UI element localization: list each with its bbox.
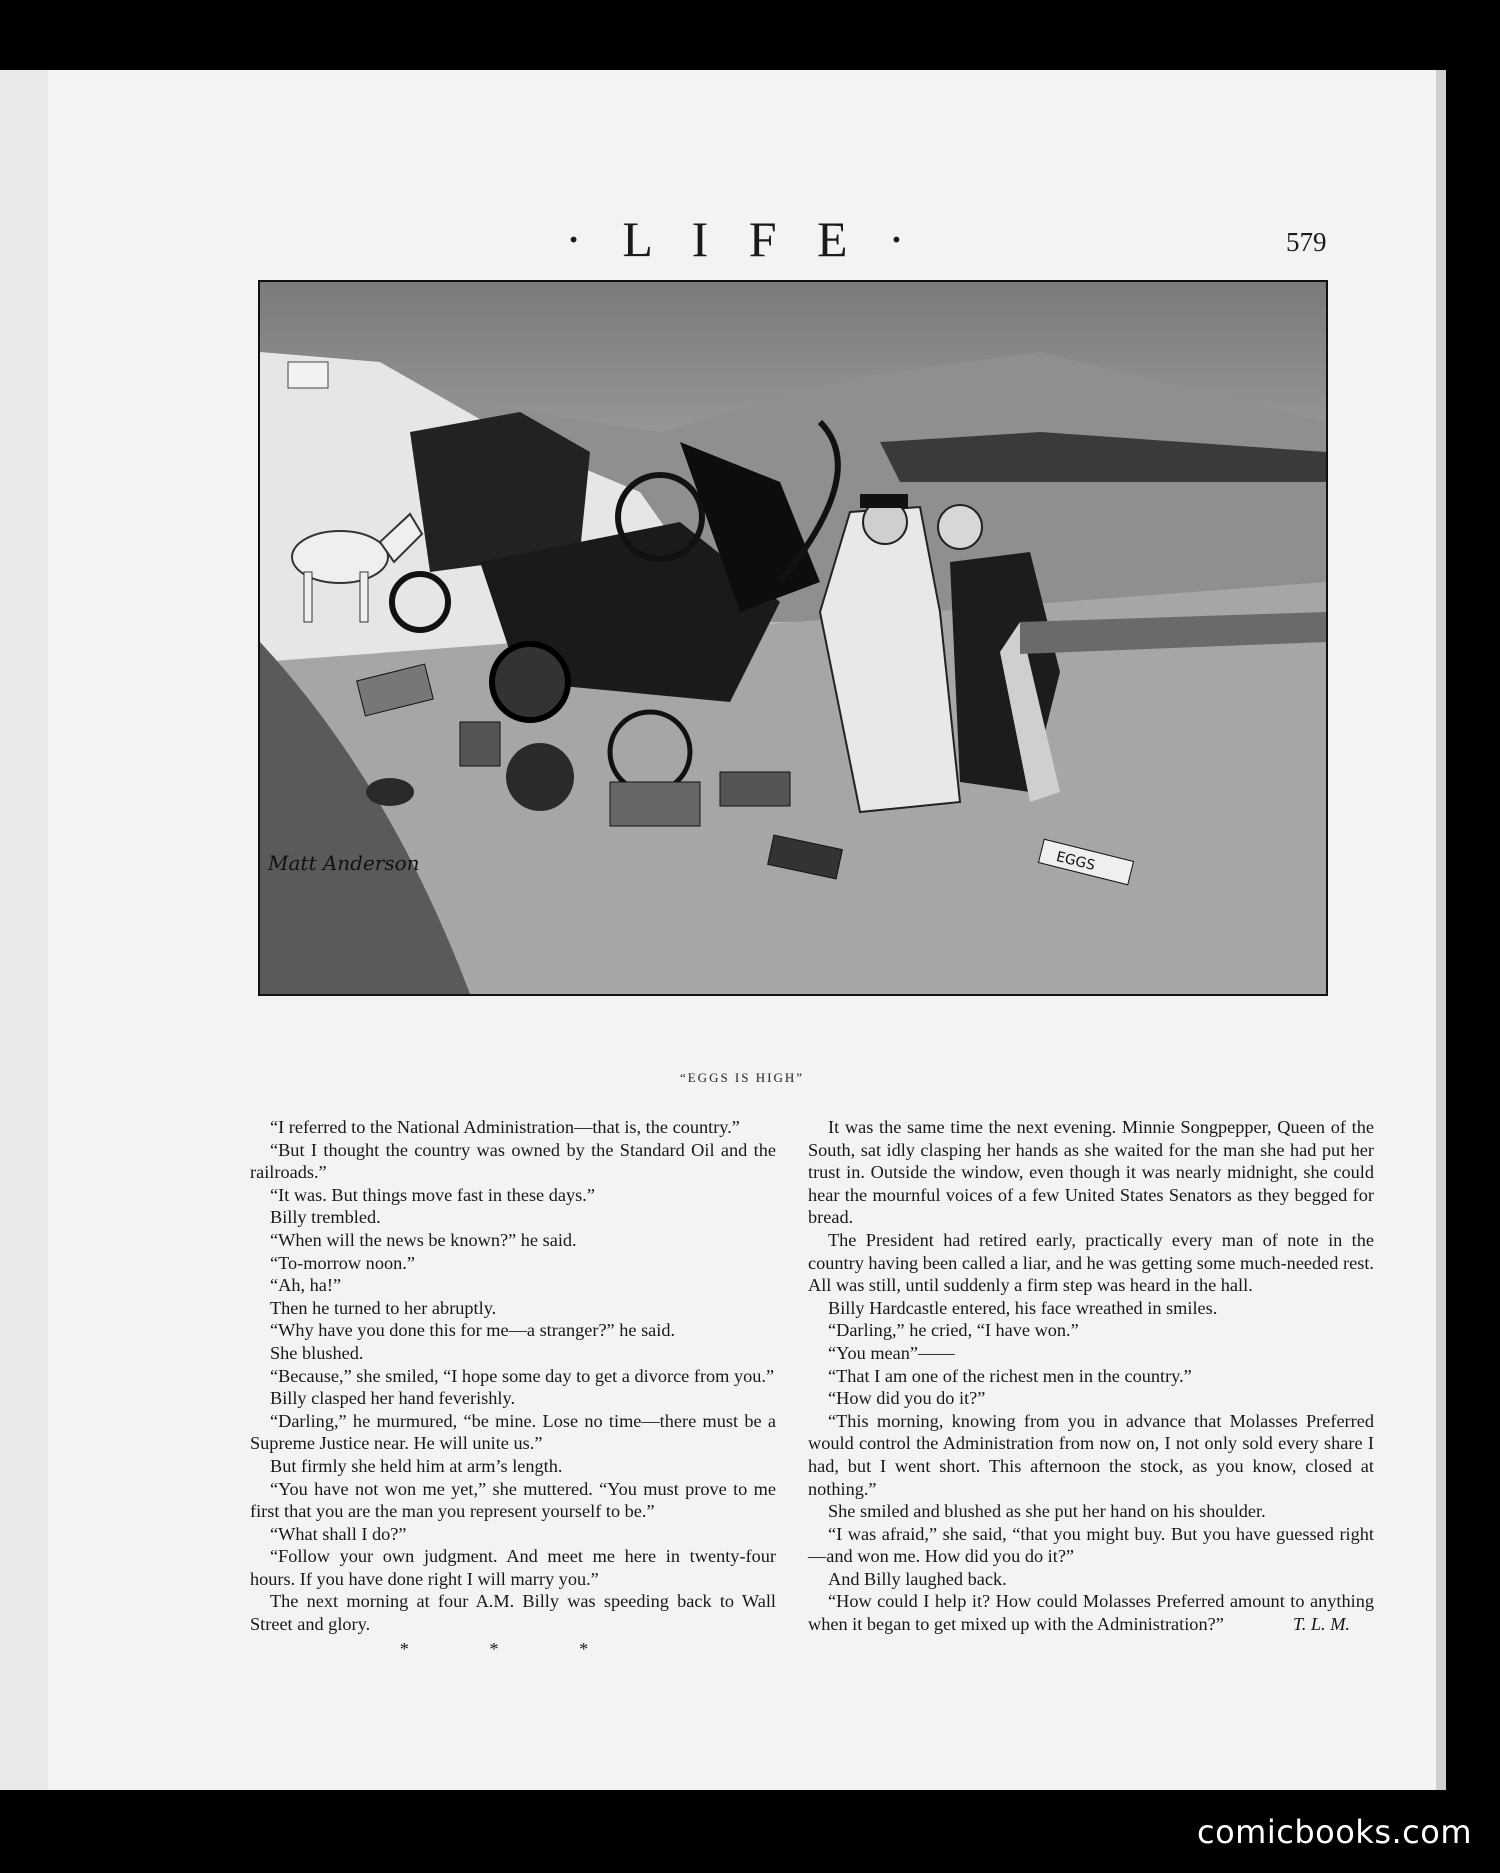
paragraph: Then he turned to her abruptly.: [270, 1297, 497, 1318]
paragraph: [808, 1590, 1374, 1635]
paragraph: “Darling,” he cried, “I have won.”: [828, 1320, 1079, 1341]
paragraph-text: “How could I help it? How could Molasses Preferred amount to anything when it began to get mixed up with the Administration?”: [808, 1591, 1374, 1635]
paragraph: “Follow your own judgment. And meet me here in twenty-four hours. If you have done right I will marry you.”: [250, 1546, 776, 1589]
paragraph: “What shall I do?”: [270, 1523, 407, 1544]
paragraph: “To-morrow noon.”: [270, 1252, 415, 1273]
paragraph: Billy Hardcastle entered, his face wreathed in smiles.: [828, 1297, 1218, 1318]
paragraph: “It was. But things move fast in these days.”: [270, 1184, 595, 1205]
article-right-column: [808, 1116, 1374, 1636]
article-left-column: [250, 1116, 776, 1660]
watermark: comicbooks.com: [1196, 1813, 1472, 1851]
paragraph: “But I thought the country was owned by the Standard Oil and the railroads.”: [250, 1139, 776, 1183]
distant-house: [288, 362, 328, 388]
magazine-page: [48, 70, 1436, 1790]
cartoon-drawing: [260, 282, 1326, 994]
artist-signature: Matt Anderson: [268, 851, 420, 875]
page-number: 579: [1286, 227, 1327, 257]
paragraph: It was the same time the next evening. Minnie Songpepper, Queen of the South, sat idly clasping her hands as she waited for the man she had put her trust in. Outside the window, even though it was nearly midnight, she could hear the mournful voices of a few United States Senators as they begged for bread.: [808, 1117, 1374, 1228]
author-signature: T. L. M.: [1292, 1614, 1350, 1635]
cartoon-illustration: [258, 280, 1328, 996]
paragraph: “How did you do it?”: [828, 1388, 986, 1409]
paragraph: “Darling,” he murmured, “be mine. Lose no time—there must be a Supreme Justice near. He will unite us.”: [250, 1410, 776, 1454]
paragraph: “Because,” she smiled, “I hope some day to get a divorce from you.”: [270, 1365, 775, 1386]
paragraph: “I referred to the National Administration—that is, the country.”: [270, 1117, 740, 1137]
page-edge-right: [1436, 70, 1446, 1790]
paragraph: But firmly she held him at arm’s length.: [270, 1455, 563, 1476]
paragraph: “That I am one of the richest men in the country.”: [828, 1365, 1192, 1386]
paragraph: “This morning, knowing from you in advance that Molasses Preferred would control the Administration from now on, I not only sold every share I had, but I went short. This afternoon the stock, as you know, closed at nothing.”: [808, 1410, 1374, 1499]
crate-label: EGGS: [1054, 848, 1097, 874]
paragraph: She blushed.: [270, 1342, 364, 1363]
paragraph: “You mean”——: [828, 1342, 955, 1363]
illustration-caption: “EGGS IS HIGH”: [679, 1070, 805, 1085]
paragraph: The President had retired early, practically every man of note in the country having been called a liar, and he was getting some much-needed rest. All was still, until suddenly a firm step was heard in the hall.: [808, 1229, 1374, 1296]
paragraph: “I was afraid,” she said, “that you might buy. But you have guessed right—and won me. How did you do it?”: [808, 1523, 1374, 1567]
paragraph: Billy clasped her hand feverishly.: [270, 1388, 516, 1409]
paragraph: “Ah, ha!”: [270, 1275, 342, 1296]
paragraph: “Why have you done this for me—a stranger?” he said.: [270, 1320, 676, 1341]
paragraph: And Billy laughed back.: [828, 1568, 1007, 1589]
section-break: * * *: [399, 1638, 627, 1659]
paragraph: “You have not won me yet,” she muttered. “You must prove to me first that you are the man you represent yourself to be.”: [250, 1478, 776, 1522]
masthead-title: · L I F E ·: [565, 211, 919, 267]
paragraph: She smiled and blushed as she put her hand on his shoulder.: [828, 1501, 1266, 1522]
previous-page-edge: [0, 70, 48, 1790]
paragraph: The next morning at four A.M. Billy was speeding back to Wall Street and glory.: [250, 1591, 776, 1635]
paragraph: Billy trembled.: [270, 1207, 381, 1228]
paragraph: “When will the news be known?” he said.: [270, 1229, 577, 1250]
